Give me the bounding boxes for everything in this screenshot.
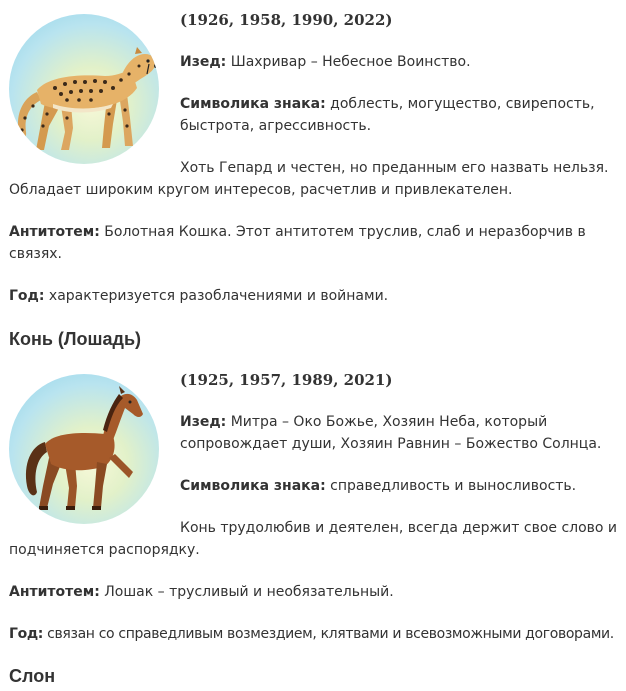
horse-antitotem-value: Лошак – трусливый и необязательный. [104, 584, 394, 600]
horse-symbol [180, 475, 576, 497]
cheetah-year-label: Год: [9, 288, 45, 304]
cheetah-symbol [180, 93, 595, 115]
horse-ized-label: Изед: [180, 414, 227, 430]
elephant-heading: Слон [9, 666, 56, 686]
cheetah-ized-value: Шахривар – Небесное Воинство. [230, 54, 471, 70]
horse-year-value: связан со справедливым возмездием, клятвами и всевозможными договорами. [47, 626, 614, 642]
horse-symbol-value: справедливость и выносливость. [330, 478, 577, 494]
horse-heading: Конь (Лошадь) [9, 329, 142, 349]
horse-image [9, 374, 159, 524]
horse-year [9, 623, 614, 645]
horse-year-label: Год: [9, 626, 44, 642]
cheetah-image [9, 14, 159, 164]
cheetah-year [9, 285, 388, 307]
cheetah-desc-line1: Хоть Гепард и честен, но преданным его назвать нельзя. [180, 160, 609, 176]
cheetah-antitotem-line1: Болотная Кошка. Этот антитотем труслив, слаб и неразборчив в [104, 224, 586, 240]
horse-antitotem [9, 581, 394, 603]
horse-ized [180, 411, 547, 433]
horse-illustration [9, 374, 159, 524]
cheetah-years: (1926, 1958, 1990, 2022) [180, 11, 393, 29]
cheetah-antitotem-label: Антитотем: [9, 224, 100, 240]
cheetah-antitotem-line2: связях. [9, 246, 62, 262]
horse-ized-line1: Митра – Око Божье, Хозяин Неба, который [230, 414, 548, 430]
cheetah-year-value: характеризуется разоблачениями и войнами. [48, 288, 389, 304]
horse-desc-line1: Конь трудолюбив и деятелен, всегда держит свое слово и [180, 520, 618, 536]
cheetah-illustration [9, 14, 159, 164]
horse-symbol-label: Символика знака: [180, 478, 326, 494]
cheetah-symbol-line2: быстрота, агрессивность. [180, 118, 372, 134]
horse-ized-line2: сопровождает души, Хозяин Равнин – Божество Солнца. [180, 436, 602, 452]
horse-antitotem-label: Антитотем: [9, 584, 100, 600]
horse-desc-line2: подчиняется распорядку. [9, 542, 200, 558]
cheetah-ized-label: Изед: [180, 54, 227, 70]
horse-years: (1925, 1957, 1989, 2021) [180, 371, 393, 389]
cheetah-symbol-label: Символика знака: [180, 96, 326, 112]
cheetah-desc-line2: Обладает широким кругом интересов, расчетлив и привлекателен. [9, 182, 513, 198]
cheetah-symbol-line1: доблесть, могущество, свирепость, [330, 96, 595, 112]
cheetah-ized [180, 51, 471, 73]
cheetah-antitotem [9, 221, 586, 243]
